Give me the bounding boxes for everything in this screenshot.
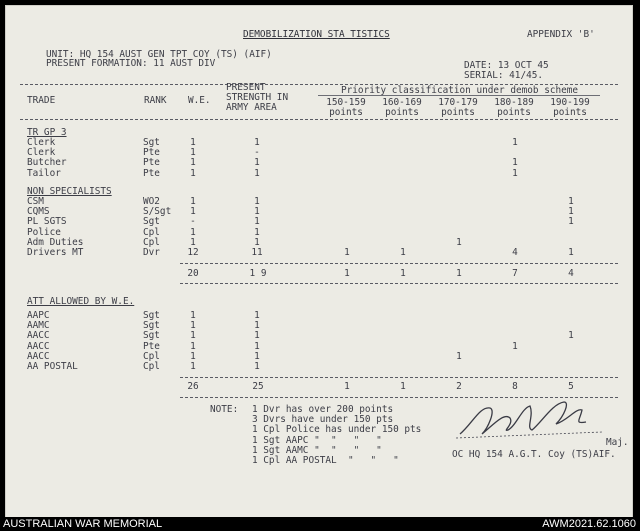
row-trade: AAMC: [27, 320, 50, 332]
date-line: DATE: 13 OCT 45: [464, 60, 549, 71]
header-rank: RANK: [144, 95, 167, 106]
note-line: 1 Sgt AAPC " " " ": [252, 434, 382, 446]
row-strength: 1: [254, 137, 260, 148]
row-strength: -: [254, 147, 260, 159]
row-strength: 1: [254, 196, 260, 207]
row-priority-4: 1: [568, 196, 574, 207]
row-trade: AA POSTAL: [27, 361, 78, 372]
total-priority-4: 4: [568, 268, 574, 279]
header-range-4: 190-199: [550, 97, 590, 108]
row-rank: Cpl: [143, 350, 160, 362]
priority-rule: [318, 95, 600, 96]
section-title: NON SPECIALISTS: [27, 186, 112, 197]
document-sheet: [5, 5, 633, 519]
row-we: 1: [190, 147, 196, 159]
row-trade: PL SGTS: [27, 216, 67, 228]
signature: [452, 394, 612, 446]
document-title: DEMOBILIZATION STA TISTICS: [243, 29, 390, 40]
appendix-label: APPENDIX 'B': [527, 29, 595, 40]
row-rank: Cpl: [143, 361, 160, 372]
signature-unit: OC HQ 154 A.G.T. Coy (TS)AIF.: [452, 449, 616, 460]
row-we: 1: [190, 361, 196, 372]
row-priority-2: 1: [456, 350, 462, 362]
header-points-2: points: [441, 107, 475, 118]
row-strength: 1: [254, 330, 260, 342]
total-priority-0: 1: [344, 268, 350, 279]
row-we: -: [190, 216, 196, 228]
row-rank: WO2: [143, 196, 160, 207]
row-rank: Pte: [143, 147, 160, 159]
signature-rank: Maj.: [606, 437, 629, 448]
row-priority-3: 1: [512, 167, 518, 179]
row-we: 1: [190, 236, 196, 248]
row-we: 12: [187, 247, 199, 258]
row-priority-4: 1: [568, 216, 574, 228]
header-bottom-rule: [20, 119, 618, 120]
footer-bar: [0, 517, 640, 531]
row-we: 1: [190, 167, 196, 179]
row-strength: 1: [254, 361, 260, 372]
row-rank: Pte: [143, 167, 160, 179]
section-title: TR GP 3: [27, 127, 67, 138]
row-priority-3: 1: [512, 340, 518, 352]
row-priority-3: 1: [512, 137, 518, 148]
row-trade: AACC: [27, 340, 50, 352]
row-trade: AAPC: [27, 310, 50, 321]
row-trade: Clerk: [27, 147, 56, 159]
row-rank: Pte: [143, 157, 160, 169]
row-strength: 1: [254, 226, 260, 238]
total-top-rule: [180, 263, 618, 264]
row-priority-1: 1: [400, 247, 406, 258]
header-points-0: points: [329, 107, 363, 118]
serial-line: SERIAL: 41/45.: [464, 70, 544, 81]
unit-line: UNIT: HQ 154 AUST GEN TPT COY (TS) (AIF): [46, 49, 272, 60]
row-we: 1: [190, 330, 196, 342]
row-trade: Tailor: [27, 167, 61, 179]
header-trade: TRADE: [27, 95, 56, 106]
row-priority-3: 4: [512, 247, 518, 258]
row-trade: Police: [27, 226, 61, 238]
footer-accession-number: AWM2021.62.1060: [542, 518, 636, 530]
total-priority-1: 1: [400, 268, 406, 279]
note-line: 1 Cpl AA POSTAL " " ": [252, 455, 399, 466]
row-rank: Cpl: [143, 236, 160, 248]
row-we: 1: [190, 196, 196, 207]
section-title: ATT ALLOWED BY W.E.: [27, 296, 135, 307]
total-we: 20: [187, 268, 199, 279]
header-range-3: 180-189: [494, 97, 534, 108]
total-priority-3: 7: [512, 268, 518, 279]
row-we: 1: [190, 320, 196, 332]
row-we: 1: [190, 206, 196, 218]
total-priority-2: 1: [456, 268, 462, 279]
note-line: 3 Dvrs have under 150 pts: [252, 414, 394, 426]
header-range-1: 160-169: [382, 97, 422, 108]
row-strength: 1: [254, 340, 260, 352]
row-rank: Dvr: [143, 247, 160, 258]
note-line: 1 Dvr has over 200 points: [252, 404, 394, 415]
header-points-3: points: [497, 107, 531, 118]
row-rank: S/Sgt: [143, 206, 172, 218]
header-we: W.E.: [188, 95, 211, 106]
row-priority-0: 1: [344, 247, 350, 258]
row-priority-2: 1: [456, 236, 462, 248]
header-range-0: 150-159: [326, 97, 366, 108]
footer-credit: AUSTRALIAN WAR MEMORIAL: [3, 518, 163, 530]
row-strength: 1: [254, 310, 260, 321]
row-rank: Sgt: [143, 216, 160, 228]
row-strength: 1: [254, 167, 260, 179]
row-trade: CSM: [27, 196, 44, 207]
row-we: 1: [190, 310, 196, 321]
total-priority-3: 8: [512, 381, 518, 392]
row-priority-4: 1: [568, 330, 574, 342]
header-present-1: PRESENT: [226, 82, 266, 93]
row-rank: Sgt: [143, 137, 160, 148]
row-priority-3: 1: [512, 157, 518, 169]
row-trade: AACC: [27, 330, 50, 342]
row-trade: Adm Duties: [27, 236, 84, 248]
row-trade: CQMS: [27, 206, 50, 218]
row-rank: Sgt: [143, 310, 160, 321]
header-points-1: points: [385, 107, 419, 118]
row-priority-4: 1: [568, 247, 574, 258]
row-trade: Butcher: [27, 157, 67, 169]
row-strength: 1: [254, 236, 260, 248]
note-line: 1 Sgt AAMC " " " ": [252, 444, 382, 456]
note-line: 1 Cpl Police has under 150 pts: [252, 424, 422, 436]
row-strength: 1: [254, 320, 260, 332]
row-priority-4: 1: [568, 206, 574, 218]
header-priority: Priority classification under demob scheme: [341, 85, 579, 96]
row-we: 1: [190, 226, 196, 238]
header-range-2: 170-179: [438, 97, 478, 108]
total-we: 26: [187, 381, 199, 392]
row-strength: 1: [254, 157, 260, 169]
row-rank: Pte: [143, 340, 160, 352]
row-we: 1: [190, 340, 196, 352]
row-trade: Drivers MT: [27, 247, 84, 258]
total-bottom-rule: [180, 283, 618, 284]
total-priority-4: 5: [568, 381, 574, 392]
total-priority-0: 1: [344, 381, 350, 392]
total-strength: 25: [252, 381, 264, 392]
row-trade: AACC: [27, 350, 50, 362]
header-present-3: ARMY AREA: [226, 102, 277, 113]
row-we: 1: [190, 157, 196, 169]
total-strength: 1 9: [249, 268, 267, 279]
header-points-4: points: [553, 107, 587, 118]
row-trade: Clerk: [27, 137, 56, 148]
row-strength: 1: [254, 350, 260, 362]
row-rank: Sgt: [143, 320, 160, 332]
row-rank: Sgt: [143, 330, 160, 342]
notes-label: NOTE:: [210, 404, 239, 415]
header-present-2: STRENGTH IN: [226, 92, 289, 103]
total-priority-2: 2: [456, 381, 462, 392]
row-strength: 1: [254, 216, 260, 228]
row-we: 1: [190, 350, 196, 362]
formation-line: PRESENT FORMATION: 11 AUST DIV: [46, 58, 216, 69]
row-strength: 11: [251, 247, 263, 258]
row-we: 1: [190, 137, 196, 148]
total-priority-1: 1: [400, 381, 406, 392]
row-strength: 1: [254, 206, 260, 218]
total-top-rule: [180, 377, 618, 378]
row-rank: Cpl: [143, 226, 160, 238]
